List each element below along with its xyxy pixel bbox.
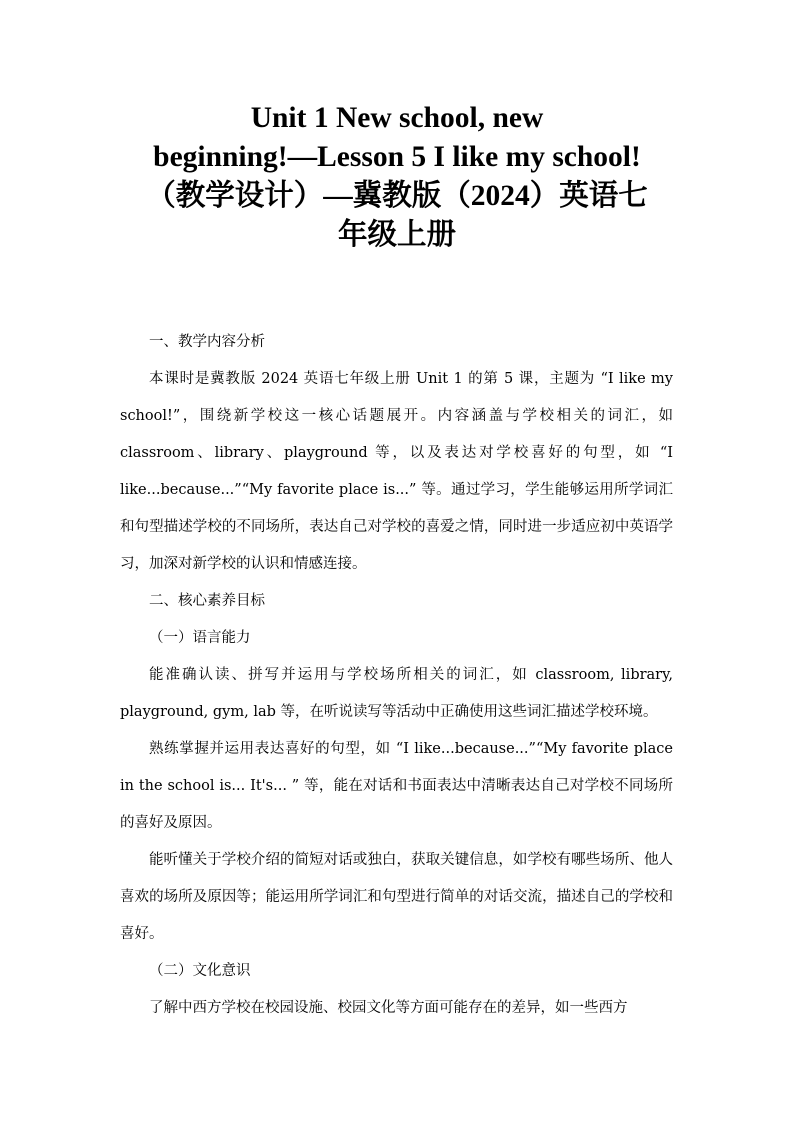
section-heading-content-analysis: 一、教学内容分析 bbox=[149, 334, 265, 350]
paragraph-sentence-pattern-goal: 熟练掌握并运用表达喜好的句型，如 “I like...because...”“My favorite place in the school is... It's... ” 等，能在对话和书面表达中清晰表达自己对学校不同场所的喜好及原因。 bbox=[120, 741, 673, 831]
paragraph-content-analysis: 本课时是冀教版 2024 英语七年级上册 Unit 1 的第 5 课，主题为 “I like my school!”，围绕新学校这一核心话题展开。内容涵盖与学校相关的词汇，如 classroom、library、playground 等，以及表达对学校喜好的句型，如 “I like...because...”“My favorite place is...” 等。通过学习，学生能够运用所学词汇和句型描述学校的不同场所，表达自己对学校的喜爱之情，同时进一步适应初中英语学习，加深对新学校的认识和情感连接。 bbox=[120, 371, 673, 572]
title-line: （教学设计）—冀教版（2024）英语七 bbox=[146, 180, 648, 212]
paragraph-vocabulary-goal: 能准确认读、拼写并运用与学校场所相关的词汇，如 classroom, library, playground, gym, lab 等，在听说读写等活动中正确使用这些词汇描述学校环境。 bbox=[120, 667, 673, 720]
title-line: 年级上册 bbox=[337, 219, 456, 251]
title-line: beginning!—Lesson 5 I like my school! bbox=[153, 141, 641, 173]
subheading-cultural-awareness: （二）文化意识 bbox=[149, 963, 251, 979]
subheading-language-ability: （一）语言能力 bbox=[149, 630, 251, 646]
title-line: Unit 1 New school, new bbox=[250, 102, 544, 134]
section-heading-core-goals: 二、核心素养目标 bbox=[149, 593, 265, 609]
paragraph-listening-speaking-goal: 能听懂关于学校介绍的简短对话或独白，获取关键信息，如学校有哪些场所、他人喜欢的场所及原因等；能运用所学词汇和句型进行简单的对话交流，描述自己的学校和喜好。 bbox=[120, 852, 673, 942]
document-body bbox=[120, 324, 673, 1027]
paragraph-cultural-awareness: 了解中西方学校在校园设施、校园文化等方面可能存在的差异，如一些西方 bbox=[149, 1000, 628, 1016]
document-title bbox=[110, 99, 684, 255]
